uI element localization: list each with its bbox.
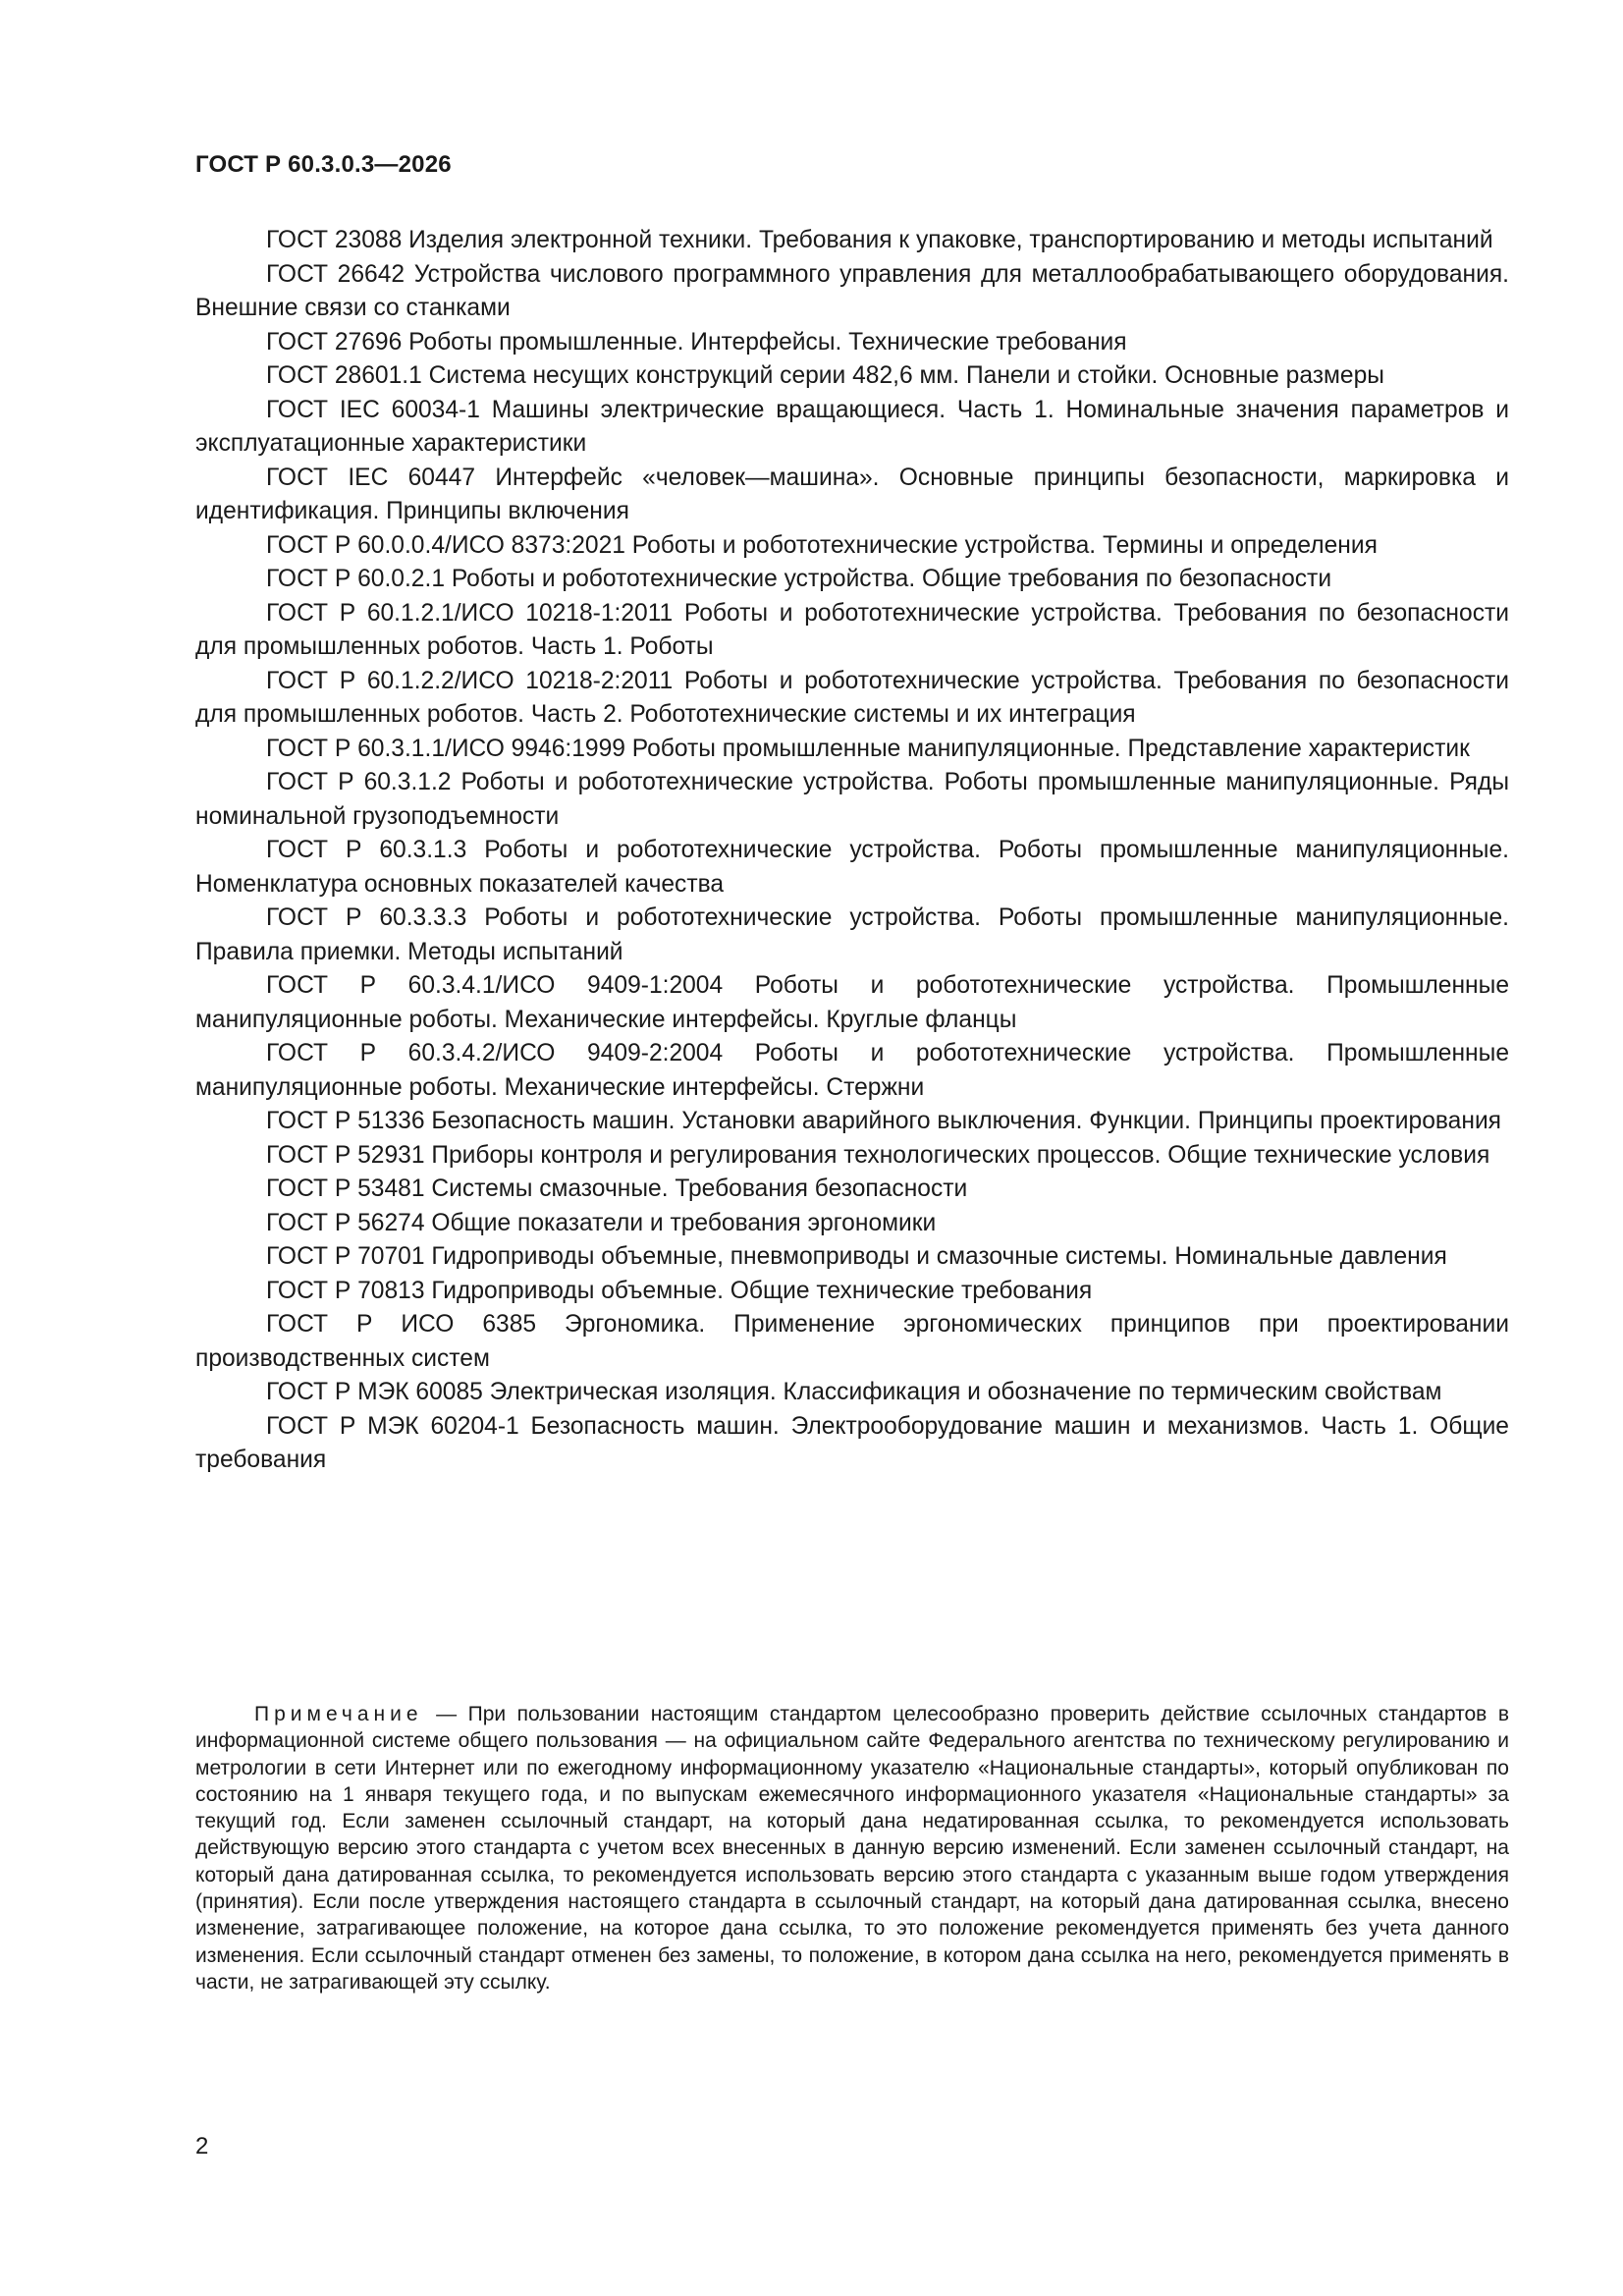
- reference-item: ГОСТ 23088 Изделия электронной техники. Требования к упаковке, транспортированию и методы испытаний: [266, 227, 1493, 253]
- reference-item: ГОСТ Р МЭК 60085 Электрическая изоляция. Классификация и обозначение по термическим свойствам: [266, 1379, 1442, 1405]
- reference-item: ГОСТ Р 60.3.4.1/ИСО 9409-1:2004 Роботы и робототехнические устройства. Промышленные манипуляционные роботы. Механические интерфейсы. Круглые фланцы: [195, 972, 1509, 1033]
- reference-item: ГОСТ Р 60.3.3.3 Роботы и робототехнические устройства. Роботы промышленные манипуляционные. Правила приемки. Методы испытаний: [195, 904, 1509, 965]
- reference-item: ГОСТ 26642 Устройства числового программного управления для металлообрабатывающего оборудования. Внешние связи со станками: [195, 260, 1509, 321]
- note-label: Примечание: [254, 1703, 423, 1725]
- reference-item: ГОСТ IEC 60447 Интерфейс «человек—машина». Основные принципы безопасности, маркировка и идентификация. Принципы включения: [195, 464, 1509, 524]
- reference-item: ГОСТ Р 70701 Гидроприводы объемные, пневмоприводы и смазочные системы. Номинальные давления: [266, 1243, 1447, 1270]
- reference-item: ГОСТ Р 60.0.2.1 Роботы и робототехнические устройства. Общие требования по безопасности: [266, 566, 1332, 592]
- reference-item: ГОСТ Р 60.3.4.2/ИСО 9409-2:2004 Роботы и робототехнические устройства. Промышленные манипуляционные роботы. Механические интерфейсы. Стержни: [195, 1040, 1509, 1101]
- reference-item: ГОСТ Р 56274 Общие показатели и требования эргономики: [266, 1209, 937, 1236]
- reference-item: ГОСТ Р 60.0.0.4/ИСО 8373:2021 Роботы и робототехнические устройства. Термины и определения: [266, 531, 1378, 559]
- references-list: [195, 224, 1509, 1478]
- reference-item: ГОСТ Р 51336 Безопасность машин. Установки аварийного выключения. Функции. Принципы проектирования: [266, 1108, 1502, 1134]
- reference-item: ГОСТ Р ИСО 6385 Эргономика. Применение эргономических принципов при проектировании производственных систем: [195, 1311, 1509, 1372]
- reference-item: ГОСТ Р 53481 Системы смазочные. Требования безопасности: [266, 1175, 968, 1202]
- reference-item: ГОСТ Р 60.3.1.2 Роботы и робототехнические устройства. Роботы промышленные манипуляционные. Ряды номинальной грузоподъемности: [195, 769, 1509, 830]
- reference-item: ГОСТ Р МЭК 60204-1 Безопасность машин. Электрооборудование машин и механизмов. Часть 1. Общие требования: [195, 1412, 1509, 1473]
- reference-item: ГОСТ 28601.1 Система несущих конструкций серии 482,6 мм. Панели и стойки. Основные размеры: [266, 362, 1384, 389]
- note-text: — При пользовании настоящим стандартом целесообразно проверить действие ссылочных стандартов в информационной системе общего пользования — на официальном сайте Федерального агентства по техническому регулированию и метрологии в сети Интернет или по ежегодному информационному указателю «Национальные стандарты», который опубликован по состоянию на 1 января текущего года, и по выпускам ежемесячного информационного указателя «Национальные стандарты» за текущий год. Если заменен ссылочный стандарт, на который дана недатированная ссылка, то рекомендуется использовать действующую версию этого стандарта с учетом всех внесенных в данную версию изменений. Если заменен ссылочный стандарт, на который дана датированная ссылка, то рекомендуется использовать версию этого стандарта с указанным выше годом утверждения (принятия). Если после утверждения настоящего стандарта в ссылочный стандарт, на который дана датированная ссылка, внесено изменение, затрагивающее положение, на которое дана ссылка, то это положение рекомендуется применять без учета данного изменения. Если ссылочный стандарт отменен без замены, то положение, в котором дана ссылка на него, рекомендуется применять в части, не затрагивающей эту ссылку.: [195, 1703, 1509, 1994]
- reference-item: ГОСТ Р 60.1.2.2/ИСО 10218-2:2011 Роботы и робототехнические устройства. Требования по безопасности для промышленных роботов. Часть 2. Робототехнические системы и их интеграция: [195, 667, 1509, 728]
- page-number: 2: [195, 2133, 209, 2159]
- reference-item: ГОСТ Р 60.1.2.1/ИСО 10218-1:2011 Роботы и робототехнические устройства. Требования по безопасности для промышленных роботов. Часть 1. Роботы: [195, 599, 1509, 660]
- note-paragraph: [195, 1701, 1509, 1995]
- reference-item: ГОСТ IEC 60034-1 Машины электрические вращающиеся. Часть 1. Номинальные значения параметров и эксплуатационные характеристики: [195, 396, 1509, 457]
- reference-item: ГОСТ Р 60.3.1.1/ИСО 9946:1999 Роботы промышленные манипуляционные. Представление характеристик: [266, 735, 1470, 762]
- document-header: ГОСТ Р 60.3.0.3—2026: [195, 151, 452, 178]
- reference-item: ГОСТ 27696 Роботы промышленные. Интерфейсы. Технические требования: [266, 328, 1127, 355]
- reference-item: ГОСТ Р 60.3.1.3 Роботы и робототехнические устройства. Роботы промышленные манипуляционные. Номенклатура основных показателей качества: [195, 837, 1509, 898]
- reference-item: ГОСТ Р 70813 Гидроприводы объемные. Общие технические требования: [266, 1277, 1093, 1304]
- reference-item: ГОСТ Р 52931 Приборы контроля и регулирования технологических процессов. Общие технические условия: [266, 1141, 1490, 1169]
